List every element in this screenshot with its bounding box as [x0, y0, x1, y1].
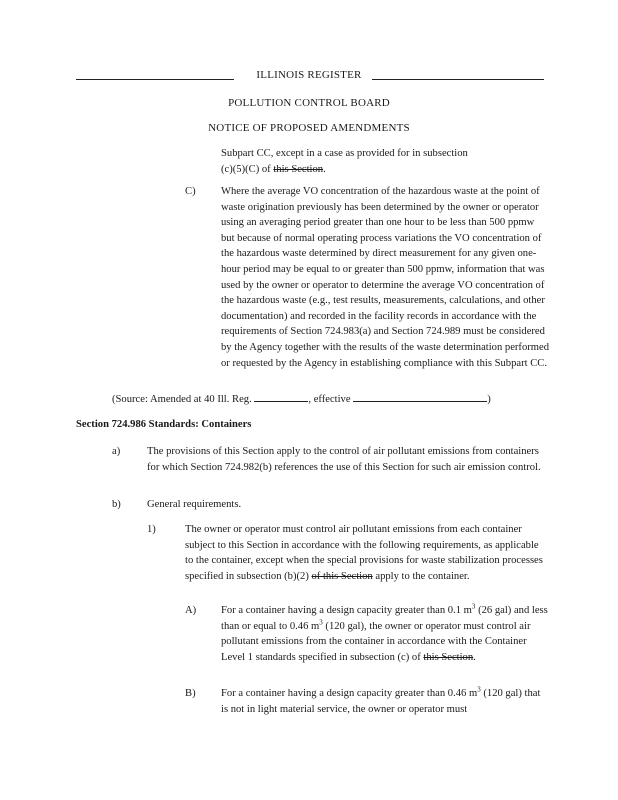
- item-A-part-1: For a container having a design capacity greater than 0.1 m: [221, 605, 472, 616]
- continuation-text: [221, 146, 551, 177]
- item-A-sup-1: 3: [471, 602, 476, 611]
- item-b-label: b): [112, 499, 121, 510]
- item-b1-text: [185, 522, 549, 584]
- item-A-text: [221, 603, 549, 665]
- continuation-line-2-pre: (c)(5)(C) of: [221, 163, 274, 175]
- continuation-line-1: Subpart CC, except in a case as provided for in subsection: [221, 148, 468, 159]
- source-post: ): [487, 394, 491, 405]
- item-a-text: The provisions of this Section apply to the control of air pollutant emissions from containers for which Section 724.982(b) references the use of this Section for such air emission control.: [147, 446, 541, 473]
- source-note: [112, 391, 552, 408]
- continuation-line-2-post: .: [323, 163, 326, 175]
- item-c-text: Where the average VO concentration of the hazardous waste at the point of waste origination previously has been determined by the owner or operator using an averaging period greater than one hour to be less than 500 ppmw but because of normal operating process variations the VO concentration of the hazardous waste determined by direct measurement for any given one-hour period may be equal to or greater than 500 ppmw, information that was used by the owner or operator to determine the average VO concentration of the hazardous waste (e.g., test results, measurements, calculations, and other documentation) and recorded in the facility records in accordance with the requirements of Section 724.983(a) and Section 724.989 must be considered by the Agency together with the results of the waste determination performed or requested by the Agency in establishing compliance with this Subpart CC.: [221, 186, 550, 369]
- item-b-text: General requirements.: [147, 499, 242, 510]
- struck-text: this Section: [273, 163, 324, 175]
- item-A-part-2: (26 gal) and less than or equal to 0.46 m: [221, 605, 548, 632]
- item-B-sup-1: 3: [477, 685, 481, 694]
- item-A-label: A): [185, 605, 197, 616]
- register-blank: [254, 391, 308, 402]
- item-B-label: B): [185, 688, 196, 699]
- item-B-text: [221, 686, 549, 717]
- item-a-label: a): [112, 446, 121, 457]
- item-b1-text-post: apply to the container.: [372, 570, 470, 582]
- notice-title: NOTICE OF PROPOSED AMENDMENTS: [208, 122, 410, 134]
- section-heading: Section 724.986 Standards: Containers: [76, 419, 252, 430]
- source-mid: , effective: [308, 394, 351, 405]
- item-A-sup-2: 3: [319, 618, 323, 627]
- board-title: POLLUTION CONTROL BOARD: [228, 97, 390, 109]
- item-B-part-1: For a container having a design capacity greater than 0.46 m: [221, 688, 478, 699]
- item-A-part-4: .: [473, 651, 476, 663]
- register-title: ILLINOIS REGISTER: [256, 69, 362, 81]
- effective-blank: [353, 391, 487, 402]
- item-A-part-3: (120 gal), the owner or operator must control air pollutant emissions from the container in accordance with the Container Level 1 standards specified in subsection (c) of: [221, 620, 531, 663]
- item-b1-struck: of this Section: [311, 570, 373, 582]
- item-B-part-2: (120 gal) that is not in light material service, the owner or operator must: [221, 688, 541, 715]
- item-A-struck: this Section: [423, 651, 474, 663]
- item-b1-label: 1): [147, 524, 156, 535]
- item-c-label: C): [185, 186, 196, 197]
- item-b1-text-pre: The owner or operator must control air pollutant emissions from each container subject to this Section in accordance with the following requirements, as applicable to the container, except when the special provisions for waste stabilization processes specified in subsection (b)(2): [185, 524, 543, 582]
- source-pre: (Source: Amended at 40 Ill. Reg.: [112, 394, 252, 405]
